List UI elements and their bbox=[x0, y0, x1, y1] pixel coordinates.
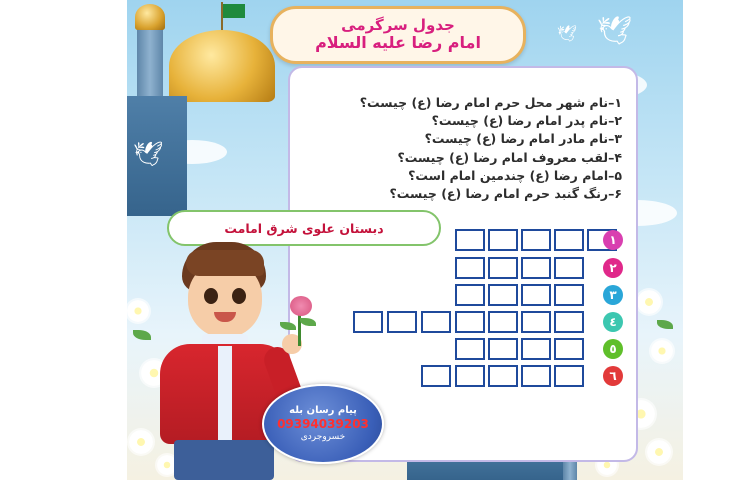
boy-eye bbox=[204, 288, 218, 304]
row-number-badge: ٥ bbox=[603, 339, 623, 359]
contact-oval bbox=[262, 384, 384, 464]
question-item: ۱–نام شهر محل حرم امام رضا (ع) چیست؟ bbox=[359, 95, 622, 110]
boy-shirt-strip bbox=[218, 346, 232, 442]
question-item: ۵–امام رضا (ع) چندمین امام است؟ bbox=[408, 167, 622, 183]
question-item: ۲–نام پدر امام رضا (ع) چیست؟ bbox=[431, 113, 622, 129]
crossword-cell[interactable] bbox=[353, 311, 383, 333]
crossword-cell[interactable] bbox=[488, 284, 518, 306]
golden-dome bbox=[169, 30, 275, 102]
flower-decoration bbox=[637, 290, 661, 314]
row-number-badge: ٤ bbox=[603, 312, 623, 332]
row-number-badge: ١ bbox=[603, 230, 623, 250]
crossword-cell[interactable] bbox=[521, 338, 551, 360]
rose-leaf bbox=[300, 318, 316, 326]
row-number-badge: ٦ bbox=[603, 366, 623, 386]
crossword-cell[interactable] bbox=[455, 365, 485, 387]
crossword-cell[interactable] bbox=[488, 338, 518, 360]
crossword-cell[interactable] bbox=[421, 311, 451, 333]
crossword-cell[interactable] bbox=[421, 365, 451, 387]
contact-name: خسروجردی bbox=[300, 431, 346, 442]
crossword-cell[interactable] bbox=[521, 284, 551, 306]
contact-phone: 09394039203 bbox=[277, 417, 369, 432]
title-banner bbox=[270, 6, 526, 64]
crossword-cell[interactable] bbox=[488, 229, 518, 251]
crossword-cell[interactable] bbox=[521, 229, 551, 251]
minaret-cap bbox=[135, 4, 165, 30]
crossword-cell[interactable] bbox=[554, 284, 584, 306]
boy-jeans bbox=[174, 440, 274, 480]
leaf-decoration bbox=[657, 320, 673, 329]
crossword-cell[interactable] bbox=[488, 257, 518, 279]
crossword-cell[interactable] bbox=[554, 257, 584, 279]
flower-decoration bbox=[647, 440, 671, 464]
contact-label: پیام رسان بله bbox=[289, 405, 357, 417]
crossword-cell[interactable] bbox=[554, 365, 584, 387]
crossword-cell[interactable] bbox=[554, 338, 584, 360]
flower-decoration bbox=[651, 340, 673, 362]
title-line-2: امام رضا علیه السلام bbox=[315, 33, 481, 53]
crossword-cell[interactable] bbox=[455, 338, 485, 360]
title-line-1: جدول سرگرمی bbox=[341, 16, 455, 35]
green-flag bbox=[223, 4, 245, 18]
crossword-cell[interactable] bbox=[554, 229, 584, 251]
dove-icon: 🕊 bbox=[557, 24, 578, 43]
question-item: ۳–نام مادر امام رضا (ع) چیست؟ bbox=[424, 131, 622, 147]
crossword-cell[interactable] bbox=[455, 229, 485, 251]
crossword-cell[interactable] bbox=[455, 311, 485, 333]
crossword-cell[interactable] bbox=[521, 365, 551, 387]
row-number-badge: ٢ bbox=[603, 258, 623, 278]
crossword-cell[interactable] bbox=[488, 365, 518, 387]
question-item: ۴–لقب معروف امام رضا (ع) چیست؟ bbox=[397, 149, 622, 165]
school-name: دبستان علوی شرق امامت bbox=[224, 220, 384, 236]
crossword-cell[interactable] bbox=[554, 311, 584, 333]
boy-hair-fringe bbox=[186, 250, 264, 276]
question-list bbox=[350, 94, 622, 203]
boy-eye bbox=[232, 288, 246, 304]
school-name-pill bbox=[167, 210, 441, 246]
question-item: ۶–رنگ گنبد حرم امام رضا (ع) چیست؟ bbox=[389, 186, 622, 202]
row-number-badge: ٣ bbox=[603, 285, 623, 305]
crossword-cell[interactable] bbox=[455, 257, 485, 279]
crossword-cell[interactable] bbox=[521, 311, 551, 333]
crossword-cell[interactable] bbox=[488, 311, 518, 333]
rose-leaf bbox=[280, 322, 296, 330]
crossword-cell[interactable] bbox=[387, 311, 417, 333]
rose-flower bbox=[290, 296, 312, 316]
crossword-cell[interactable] bbox=[521, 257, 551, 279]
dove-icon: 🕊 bbox=[133, 140, 164, 168]
crossword-cell[interactable] bbox=[455, 284, 485, 306]
dove-icon: 🕊 bbox=[597, 14, 633, 47]
